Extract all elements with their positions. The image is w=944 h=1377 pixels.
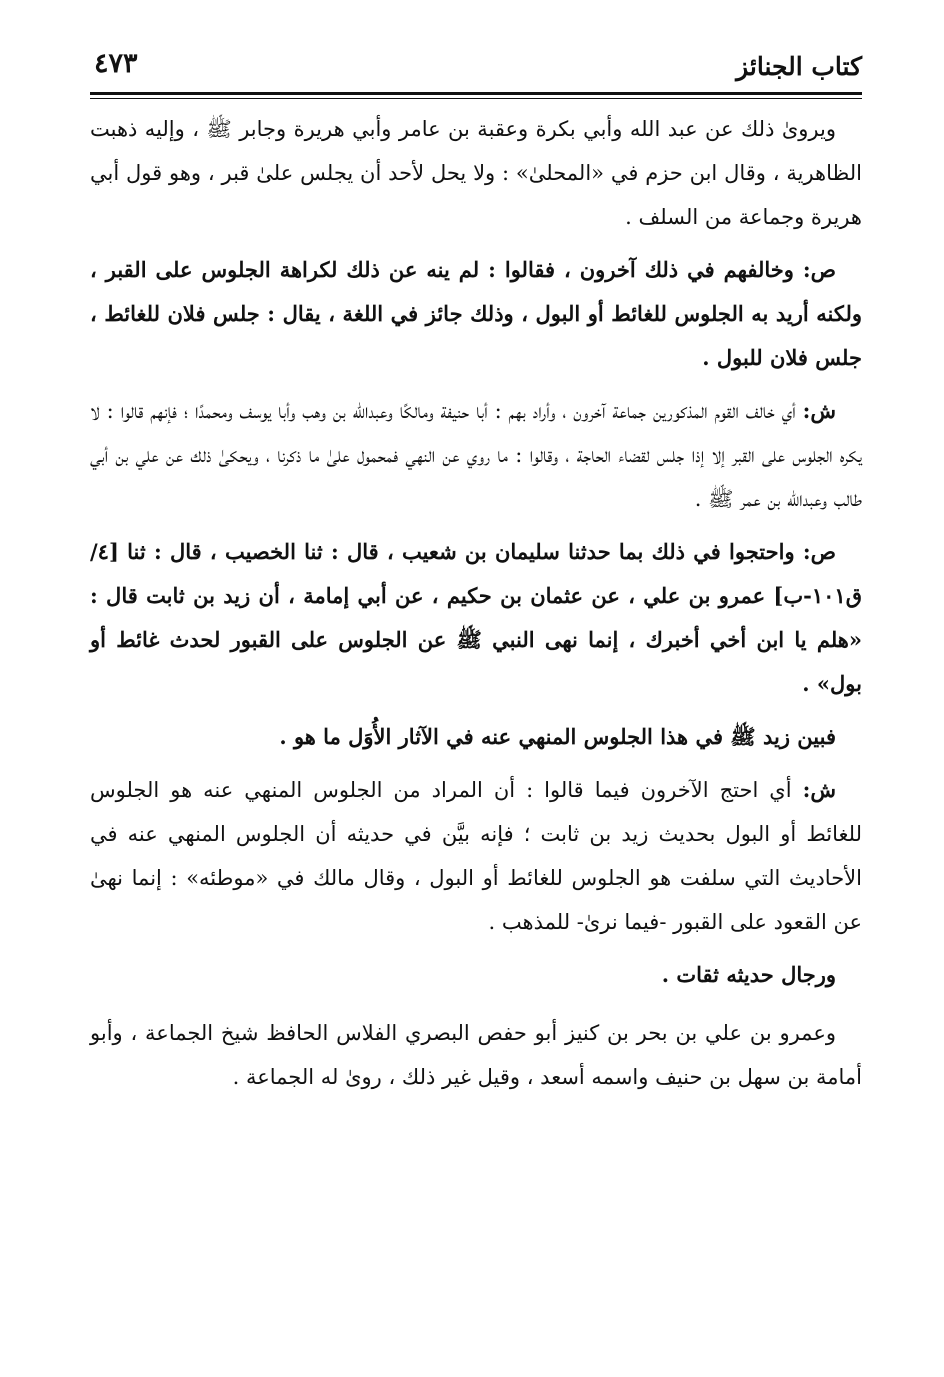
matn-paragraph	[90, 248, 862, 380]
paragraph-text: وعمرو بن علي بن بحر بن كنيز أبو حفص البصري الفلاس الحافظ شيخ الجماعة ، وأبو أمامة بن سهل بن حنيف واسمه أسعد ، وقيل غير ذلك ، روىٰ له الجماعة .	[90, 1021, 862, 1089]
matn-label: ص:	[802, 257, 836, 282]
page-number: ٤٧٣	[94, 48, 138, 79]
commentary-paragraph	[90, 107, 862, 239]
running-title: كتاب الجنائز	[736, 52, 862, 81]
paragraph-text: وخالفهم في ذلك آخرون ، فقالوا : لم ينه عن ذلك لكراهة الجلوس على القبر ، ولكنه أريد به الجلوس للغائط أو البول ، وذلك جائز في اللغة ، يقال : جلس فلان للغائط ، جلس فلان للبول .	[90, 257, 862, 370]
paragraph-text: ورجال حديثه ثقات .	[661, 962, 836, 987]
paragraph-text: ويروىٰ ذلك عن عبد الله وأبي بكرة وعقبة بن عامر وأبي هريرة وجابر ﷺ ، وإليه ذهبت الظاهرية ، وقال ابن حزم في «المحلىٰ» : ولا يحل لأحد أن يجلس علىٰ قبر ، وهو قول أبي هريرة وجماعة من السلف .	[90, 117, 862, 229]
paragraph-text: فبين زيد ﷺ في هذا الجلوس المنهي عنه في الآثار الأُوَل ما هو .	[279, 724, 836, 749]
header-rule-thin	[90, 98, 862, 99]
header-rule-thick	[90, 92, 862, 95]
matn-label: ص:	[802, 539, 836, 564]
matn-paragraph	[90, 530, 862, 706]
book-page	[90, 40, 862, 1360]
paragraph-text: واحتجوا في ذلك بما حدثنا سليمان بن شعيب ، قال : ثنا الخصيب ، قال : ثنا [٤/ق١٠١-ب] عمرو بن علي ، عن عثمان بن حكيم ، عن أبي إمامة ، أن زيد بن ثابت قال : «هلم يا ابن أخي أخبرك ، إنما نهى النبي ﷺ عن الجلوس على القبور لحدث غائط أو بول» .	[90, 539, 862, 696]
commentary-paragraph	[90, 1011, 862, 1099]
sharh-label: ش:	[802, 777, 836, 802]
page-header	[90, 40, 862, 92]
page-body	[90, 107, 862, 1099]
paragraph-text: أي خالف القوم المذكورين جماعة آخرون ، وأراد بهم : أبا حنيفة ومالكًا وعبدالله بن وهب وأبا يوسف ومحمدًا ؛ فإنهم قالوا : لا يكره الجلوس على القبر إلا إذا جلس لقضاء الحاجة ، وقالوا : ما روي عن النهي فمحمول علىٰ ما ذكرنا ، ويحكىٰ ذلك عن علي بن أبي طالب وعبدالله بن عمر ﷺ .	[90, 399, 862, 511]
matn-paragraph	[90, 715, 862, 759]
paragraph-text: أي احتج الآخرون فيما قالوا : أن المراد من الجلوس المنهي عنه هو الجلوس للغائط أو البول بحديث زيد بن ثابت ؛ فإنه بيَّن في حديثه أن الجلوس المنهي عنه في الأحاديث التي سلفت هو الجلوس للغائط أو البول ، وقال مالك في «موطئه» : إنما نهىٰ عن القعود على القبور -فيما نرىٰ- للمذهب .	[90, 778, 862, 934]
sharh-label: ش:	[802, 398, 836, 423]
commentary-paragraph	[90, 389, 862, 521]
narrators-heading	[90, 953, 862, 997]
commentary-paragraph	[90, 768, 862, 944]
